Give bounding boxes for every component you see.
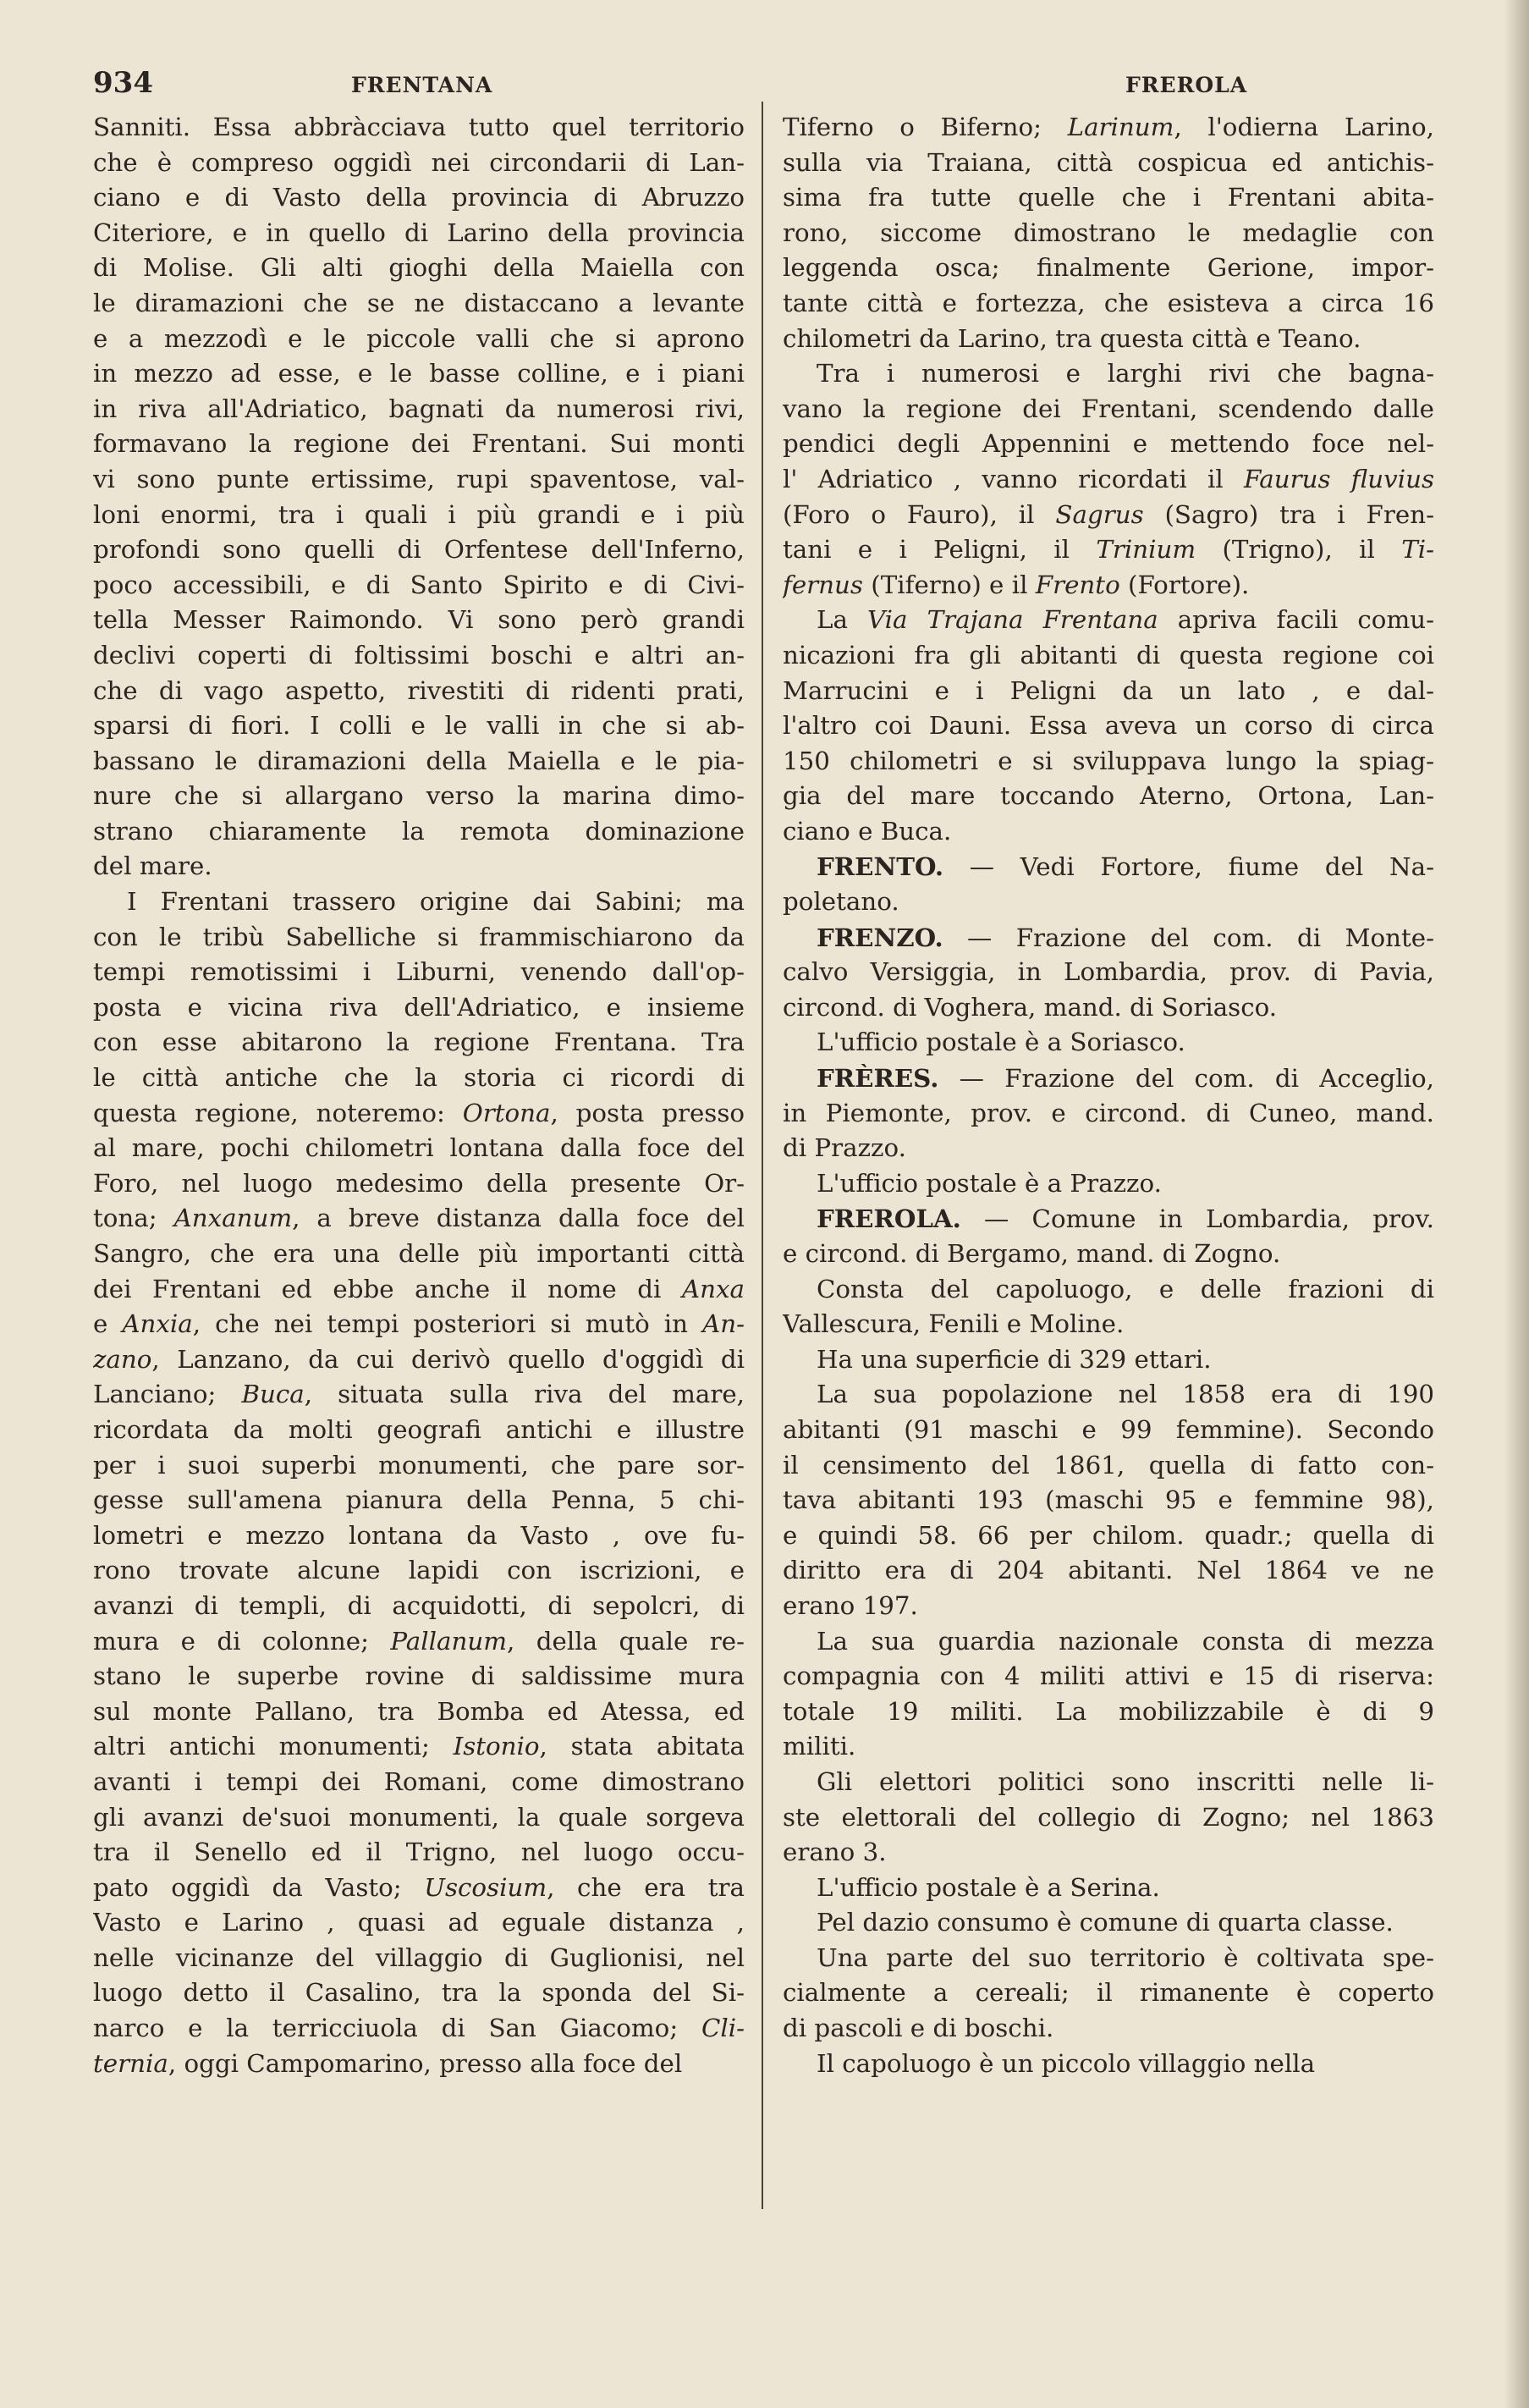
text-line: La sua guardia nazionale consta di mezza bbox=[817, 1626, 1434, 1656]
text-run: tona; bbox=[93, 1204, 174, 1233]
text-line bbox=[93, 1729, 745, 1765]
text-line: totale 19 militi. La mobilizzabile è di 9 bbox=[783, 1696, 1434, 1726]
text-line: al mare, pochi chilometri lontana dalla foce del bbox=[93, 1133, 745, 1163]
column-divider bbox=[762, 102, 763, 2209]
text-run: dei Frentani ed ebbe anche il nome di bbox=[93, 1274, 682, 1303]
text-line: Consta del capoluogo, e delle frazioni di bbox=[817, 1274, 1434, 1303]
text-line: strano chiaramente la remota dominazione bbox=[93, 816, 745, 846]
text-line: tella Messer Raimondo. Vi sono però grandi bbox=[93, 605, 745, 635]
text-line: tempi remotissimi i Liburni, venendo dall'op- bbox=[93, 957, 745, 987]
text-run: (Sagro) tra i Fren- bbox=[1143, 499, 1434, 529]
text-line: leggenda osca; finalmente Gerione, impor- bbox=[783, 253, 1434, 283]
text-line: ste elettorali del collegio di Zogno; nel 1863 bbox=[783, 1802, 1434, 1832]
text-run: e bbox=[93, 1309, 123, 1339]
text-line: vano la regione dei Frentani, scendendo dalle bbox=[783, 394, 1434, 423]
italic-term: Istonio bbox=[453, 1732, 540, 1761]
text-line: avanzi di templi, di acquidotti, di sepolcri, di bbox=[93, 1590, 745, 1620]
italic-term: zano bbox=[93, 1344, 152, 1374]
italic-term: Sagrus bbox=[1055, 499, 1144, 529]
text-run: — Comune in Lombardia, prov. bbox=[960, 1204, 1434, 1234]
text-line bbox=[93, 1624, 745, 1660]
italic-term: Anxia bbox=[122, 1309, 193, 1339]
text-line: nure che si allargano verso la marina dimo- bbox=[93, 781, 745, 811]
text-line: Vasto e Larino , quasi ad eguale distanza , bbox=[93, 1908, 745, 1937]
text-run: Lanciano; bbox=[93, 1380, 242, 1409]
text-line: nicazioni fra gli abitanti di questa regione coi bbox=[783, 640, 1434, 670]
text-line: posta e vicina riva dell'Adriatico, e insieme bbox=[93, 992, 745, 1022]
text-run: — Frazione del com. di Acceglio, bbox=[938, 1064, 1434, 1094]
text-line: militi. bbox=[783, 1732, 856, 1761]
text-line: Foro, nel luogo medesimo della presente Or- bbox=[93, 1168, 745, 1198]
text-line: vi sono punte ertissime, rupi spaventose, val- bbox=[93, 464, 745, 493]
text-line: compagnia con 4 militi attivi e 15 di riserva: bbox=[783, 1661, 1434, 1691]
text-line: lometri e mezzo lontana da Vasto , ove fu- bbox=[93, 1520, 745, 1550]
italic-term: Anxa bbox=[681, 1274, 745, 1303]
text-line: declivi coperti di foltissimi boschi e altri an- bbox=[93, 640, 745, 670]
italic-term: fernus bbox=[783, 570, 863, 599]
text-line: del mare. bbox=[93, 851, 212, 881]
text-line: profondi sono quelli di Orfentese dell'Inferno, bbox=[93, 535, 745, 565]
text-run: , a breve distanza dalla foce del bbox=[292, 1204, 745, 1233]
text-line: Il capoluogo è un piccolo villaggio nella bbox=[817, 2048, 1316, 2078]
text-line bbox=[93, 2047, 745, 2082]
running-header bbox=[0, 66, 1529, 107]
italic-term: ternia bbox=[93, 2048, 168, 2078]
text-line: e a mezzodì e le piccole valli che si aprono bbox=[93, 323, 745, 353]
text-line: gesse sull'amena pianura della Penna, 5 chi- bbox=[93, 1485, 745, 1515]
italic-term: Faurus fluvius bbox=[1243, 464, 1434, 493]
text-line bbox=[93, 1201, 745, 1237]
entry-headword: FRENTO. bbox=[817, 851, 944, 882]
text-line: ciano e di Vasto della provincia di Abruzzo bbox=[93, 183, 745, 212]
text-line: La sua popolazione nel 1858 era di 190 bbox=[817, 1380, 1434, 1409]
entry-headword: FREROLA. bbox=[817, 1204, 961, 1234]
text-line bbox=[783, 568, 1434, 603]
text-line: ricordata da molti geografi antichi e illustre bbox=[93, 1414, 745, 1444]
right-column bbox=[783, 110, 1434, 2081]
italic-term: Larinum bbox=[1067, 113, 1174, 141]
text-line: e quindi 58. 66 per chilom. quadr.; quella di bbox=[783, 1520, 1434, 1550]
text-line: con le tribù Sabelliche si frammischiarono da bbox=[93, 922, 745, 951]
italic-term: Pallanum bbox=[390, 1626, 507, 1656]
text-line: le diramazioni che se ne distaccano a levante bbox=[93, 288, 745, 317]
text-run: , stata abitata bbox=[539, 1732, 745, 1761]
text-line: Pel dazio consumo è comune di quarta classe. bbox=[817, 1908, 1394, 1937]
text-line: bassano le diramazioni della Maiella e le pia- bbox=[93, 746, 745, 775]
text-line bbox=[783, 532, 1434, 568]
text-line: e circond. di Bergamo, mand. di Zogno. bbox=[783, 1239, 1281, 1268]
text-line: rono, siccome dimostrano le medaglie con bbox=[783, 218, 1434, 247]
right-running-head: FREROLA bbox=[1125, 73, 1248, 97]
text-line bbox=[783, 110, 1434, 146]
text-line: Gli elettori politici sono inscritti nelle li- bbox=[817, 1766, 1434, 1796]
text-line bbox=[93, 1096, 745, 1132]
text-line bbox=[93, 1342, 745, 1378]
text-line: di Prazzo. bbox=[783, 1133, 906, 1163]
text-line: in Piemonte, prov. e circond. di Cuneo, mand. bbox=[783, 1098, 1434, 1127]
text-line: per i suoi superbi monumenti, che pare sor- bbox=[93, 1450, 745, 1480]
text-line: cialmente a cereali; il rimanente è coperto bbox=[783, 1978, 1434, 2008]
text-line: che è compreso oggidì nei circondarii di Lan- bbox=[93, 147, 745, 177]
text-line: che di vago aspetto, rivestiti di ridenti prati, bbox=[93, 675, 745, 705]
text-run: , situata sulla riva del mare, bbox=[304, 1380, 745, 1409]
italic-term: Trinium bbox=[1096, 535, 1196, 565]
text-run: La bbox=[817, 605, 868, 635]
text-line bbox=[783, 920, 1434, 956]
text-run: (Tiferno) e il bbox=[862, 570, 1036, 599]
text-line: con esse abitarono la regione Frentana. Tra bbox=[93, 1028, 745, 1057]
text-run: , che era tra bbox=[547, 1872, 745, 1902]
text-run: (Fortore). bbox=[1119, 570, 1250, 599]
italic-term: Buca bbox=[241, 1380, 305, 1409]
text-run: — Vedi Fortore, fiume del Na- bbox=[943, 852, 1434, 882]
page-edge-shadow bbox=[1504, 0, 1529, 2408]
text-line bbox=[783, 1201, 1434, 1237]
text-line: avanti i tempi dei Romani, come dimostrano bbox=[93, 1766, 745, 1796]
text-line: chilometri da Larino, tra questa città e Teano. bbox=[783, 323, 1361, 353]
text-line: tra il Senello ed il Trigno, nel luogo occu- bbox=[93, 1838, 745, 1867]
text-line: 150 chilometri e si sviluppava lungo la spiag- bbox=[783, 746, 1434, 775]
page-number: 934 bbox=[93, 66, 153, 100]
text-run: (Trigno), il bbox=[1196, 535, 1402, 565]
text-run: , che nei tempi posteriori si mutò in bbox=[192, 1309, 703, 1339]
text-run: questa regione, noteremo: bbox=[93, 1098, 463, 1127]
text-line: in riva all'Adriatico, bagnati da numerosi rivi, bbox=[93, 394, 745, 423]
text-line: Sanniti. Essa abbràcciava tutto quel territorio bbox=[93, 113, 745, 141]
text-line: diritto era di 204 abitanti. Nel 1864 ve ne bbox=[783, 1556, 1434, 1585]
text-line: loni enormi, tra i quali i più grandi e i più bbox=[93, 499, 745, 529]
text-run: , l'odierna Larino, bbox=[1174, 113, 1434, 141]
text-run: Tiferno o Biferno; bbox=[783, 113, 1068, 141]
text-line bbox=[93, 1307, 745, 1342]
text-line: Tra i numerosi e larghi rivi che bagna- bbox=[817, 359, 1434, 388]
text-line: tante città e fortezza, che esisteva a circa 16 bbox=[783, 288, 1434, 317]
text-line: Sangro, che era una delle più importanti città bbox=[93, 1239, 745, 1268]
text-line: sulla via Traiana, città cospicua ed antichis- bbox=[783, 147, 1434, 177]
text-line: sul monte Pallano, tra Bomba ed Atessa, ed bbox=[93, 1696, 745, 1726]
text-line bbox=[783, 462, 1434, 498]
text-run: apriva facili comu- bbox=[1158, 605, 1434, 635]
text-line: Marrucini e i Peligni da un lato , e dal- bbox=[783, 675, 1434, 705]
text-line: formavano la regione dei Frentani. Sui monti bbox=[93, 429, 745, 459]
italic-term: Uscosium bbox=[424, 1872, 547, 1902]
italic-term: Ortona bbox=[462, 1098, 551, 1127]
text-run: (Foro o Fauro), il bbox=[783, 499, 1056, 529]
text-line: di Molise. Gli alti gioghi della Maiella con bbox=[93, 253, 745, 283]
text-line bbox=[93, 2011, 745, 2047]
text-line: pendici degli Appennini e mettendo foce nel- bbox=[783, 429, 1434, 459]
text-line: L'ufficio postale è a Serina. bbox=[817, 1872, 1160, 1902]
text-line: le città antiche che la storia ci ricordi di bbox=[93, 1063, 745, 1093]
text-run: tani e i Peligni, il bbox=[783, 535, 1097, 565]
text-line bbox=[783, 603, 1434, 638]
italic-term: Frento bbox=[1035, 570, 1120, 599]
text-run: l' Adriatico , vanno ricordati il bbox=[783, 464, 1244, 493]
text-line: nelle vicinanze del villaggio di Guglionisi, nel bbox=[93, 1942, 745, 1972]
text-run: pato oggidì da Vasto; bbox=[93, 1872, 425, 1902]
text-line: L'ufficio postale è a Prazzo. bbox=[817, 1168, 1162, 1198]
text-line: L'ufficio postale è a Soriasco. bbox=[817, 1028, 1185, 1057]
text-line: Ha una superficie di 329 ettari. bbox=[817, 1344, 1212, 1374]
text-line: sima fra tutte quelle che i Frentani abita- bbox=[783, 183, 1434, 212]
text-run: , posta presso bbox=[550, 1098, 745, 1127]
text-run: mura e di colonne; bbox=[93, 1626, 391, 1656]
text-line bbox=[783, 849, 1434, 884]
text-line: erano 3. bbox=[783, 1838, 887, 1867]
left-column bbox=[93, 110, 745, 2081]
text-run: , della quale re- bbox=[506, 1626, 745, 1656]
entry-headword: FRÈRES. bbox=[817, 1063, 939, 1094]
text-line: erano 197. bbox=[783, 1590, 918, 1620]
text-line: luogo detto il Casalino, tra la sponda del Si- bbox=[93, 1978, 745, 2008]
text-line: in mezzo ad esse, e le basse colline, e i piani bbox=[93, 359, 745, 388]
text-run: narco e la terricciuola di San Giacomo; bbox=[93, 2014, 701, 2043]
text-line: gli avanzi de'suoi monumenti, la quale sorgeva bbox=[93, 1802, 745, 1832]
text-line bbox=[93, 1377, 745, 1413]
italic-term: Ti- bbox=[1401, 535, 1434, 565]
text-line bbox=[783, 1061, 1434, 1096]
text-line bbox=[783, 498, 1434, 533]
text-line bbox=[93, 1272, 745, 1308]
text-line: poletano. bbox=[783, 887, 899, 917]
left-running-head: FRENTANA bbox=[351, 73, 493, 97]
italic-term: An- bbox=[702, 1309, 745, 1339]
text-line: il censimento del 1861, quella di fatto con- bbox=[783, 1450, 1434, 1480]
entry-headword: FRENZO. bbox=[817, 922, 943, 952]
text-run: , Lanzano, da cui derivò quello d'oggidì di bbox=[151, 1344, 745, 1374]
text-line: ciano e Buca. bbox=[783, 816, 952, 846]
text-run: — Frazione del com. di Monte- bbox=[943, 923, 1434, 952]
text-line bbox=[93, 1871, 745, 1906]
text-line: Citeriore, e in quello di Larino della provincia bbox=[93, 218, 745, 247]
text-line: I Frentani trassero origine dai Sabini; ma bbox=[127, 887, 745, 917]
italic-term: Cli- bbox=[701, 2014, 745, 2043]
text-line: di pascoli e di boschi. bbox=[783, 2014, 1054, 2043]
text-line: l'altro coi Dauni. Essa aveva un corso di circa bbox=[783, 711, 1434, 741]
text-line: calvo Versiggia, in Lombardia, prov. di Pavia, bbox=[783, 957, 1434, 987]
text-line: stano le superbe rovine di saldissime mura bbox=[93, 1661, 745, 1691]
text-line: rono trovate alcune lapidi con iscrizioni, e bbox=[93, 1556, 745, 1585]
italic-term: Via Trajana Frentana bbox=[867, 605, 1158, 635]
text-line: abitanti (91 maschi e 99 femmine). Secondo bbox=[783, 1414, 1434, 1444]
italic-term: Anxanum bbox=[173, 1204, 293, 1233]
text-line: gia del mare toccando Aterno, Ortona, Lan- bbox=[783, 781, 1434, 811]
text-line: sparsi di fiori. I colli e le valli in che si ab- bbox=[93, 711, 745, 741]
text-line: poco accessibili, e di Santo Spirito e di Civi- bbox=[93, 570, 745, 599]
text-line: Vallescura, Fenili e Moline. bbox=[783, 1309, 1125, 1339]
text-line: circond. di Voghera, mand. di Soriasco. bbox=[783, 992, 1278, 1022]
text-run: , oggi Campomarino, presso alla foce del bbox=[168, 2048, 683, 2078]
text-line: Una parte del suo territorio è coltivata spe- bbox=[817, 1942, 1434, 1972]
text-line: tava abitanti 193 (maschi 95 e femmine 98), bbox=[783, 1485, 1434, 1515]
text-run: altri antichi monumenti; bbox=[93, 1732, 454, 1761]
